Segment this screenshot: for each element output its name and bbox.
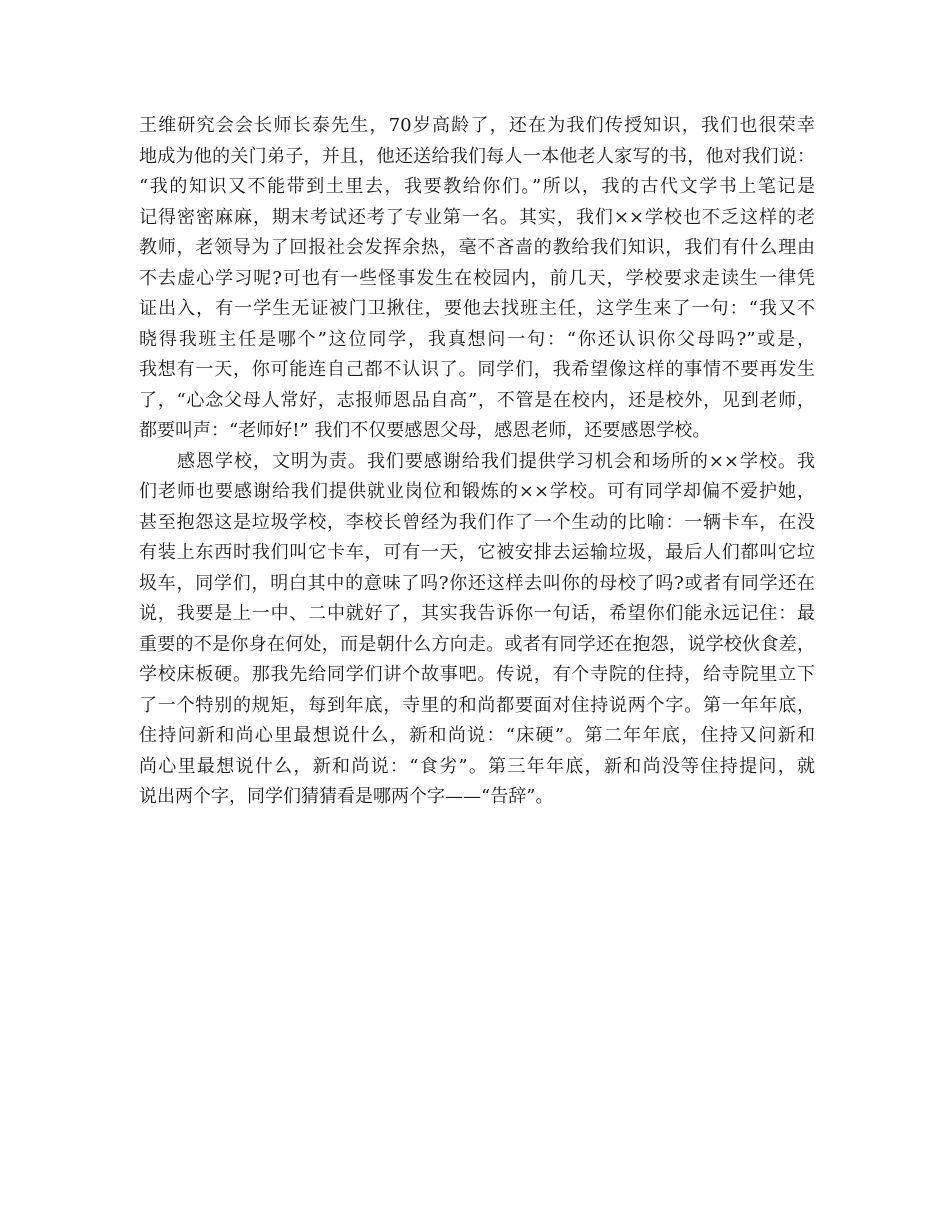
text-line-7: 证出入，有一学生无证被门卫揪住，要他去找班主任，这学生来了一句：“我又不 bbox=[139, 298, 815, 319]
text-line-21: 住持问新和尚心里最想说什么，新和尚说：“床硬”。第二年年底，住持又问新和 bbox=[139, 725, 815, 746]
text-line-3: “我的知识又不能带到土里去，我要教给你们。”所以，我的古代文学书上笔记是 bbox=[139, 176, 815, 197]
text-line-16: 圾车，同学们，明白其中的意味了吗?你还这样去叫你的母校了吗?或者有同学还在 bbox=[139, 572, 815, 594]
text-line-9: 我想有一天，你可能连自己都不认识了。同学们，我希望像这样的事情不要再发生 bbox=[139, 359, 815, 380]
text-line-12: 感恩学校，文明为责。我们要感谢给我们提供学习机会和场所的××学校。我 bbox=[139, 450, 815, 472]
text-line-11: 都要叫声：“老师好!” 我们不仅要感恩父母，感恩老师，还要感恩学校。 bbox=[139, 420, 711, 441]
text-line-1: 王维研究会会长师长泰先生，70岁高龄了，还在为我们传授知识，我们也很荣幸 bbox=[139, 115, 815, 136]
text-line-10: 了，“心念父母人常好，志报师恩品自高”，不管是在校内，还是校外，见到老师， bbox=[139, 389, 815, 411]
text-line-22: 尚心里最想说什么，新和尚说：“食劣”。第三年年底，新和尚没等住持提问，就 bbox=[139, 755, 815, 777]
text-line-8: 晓得我班主任是哪个”这位同学，我真想问一句：“你还认识你父母吗?”或是， bbox=[139, 328, 815, 350]
document-body bbox=[139, 111, 815, 813]
text-line-2: 地成为他的关门弟子，并且，他还送给我们每人一本他老人家写的书，他对我们说： bbox=[139, 145, 815, 167]
text-line-13: 们老师也要感谢给我们提供就业岗位和锻炼的××学校。可有同学却偏不爱护她， bbox=[139, 481, 815, 502]
text-line-15: 有装上东西时我们叫它卡车，可有一天，它被安排去运输垃圾，最后人们都叫它垃 bbox=[139, 542, 815, 563]
text-line-18: 重要的不是你身在何处，而是朝什么方向走。或者有同学还在抱怨，说学校伙食差， bbox=[139, 633, 815, 655]
text-line-23: 说出两个字，同学们猜猜看是哪两个字——“告辞”。 bbox=[139, 786, 554, 807]
text-line-5: 教师，老领导为了回报社会发挥余热，毫不吝啬的教给我们知识，我们有什么理由 bbox=[139, 237, 815, 258]
text-line-4: 记得密密麻麻，期末考试还考了专业第一名。其实，我们××学校也不乏这样的老 bbox=[139, 206, 815, 228]
text-line-19: 学校床板硬。那我先给同学们讲个故事吧。传说，有个寺院的住持，给寺院里立下 bbox=[139, 664, 815, 685]
text-line-20: 了一个特别的规矩，每到年底，寺里的和尚都要面对住持说两个字。第一年年底， bbox=[139, 694, 815, 716]
text-line-14: 甚至抱怨这是垃圾学校，李校长曾经为我们作了一个生动的比喻：一辆卡车，在没 bbox=[139, 511, 815, 533]
text-line-6: 不去虚心学习呢?可也有一些怪事发生在校园内，前几天，学校要求走读生一律凭 bbox=[139, 267, 815, 289]
text-line-17: 说，我要是上一中、二中就好了，其实我告诉你一句话，希望你们能永远记住：最 bbox=[139, 603, 815, 624]
